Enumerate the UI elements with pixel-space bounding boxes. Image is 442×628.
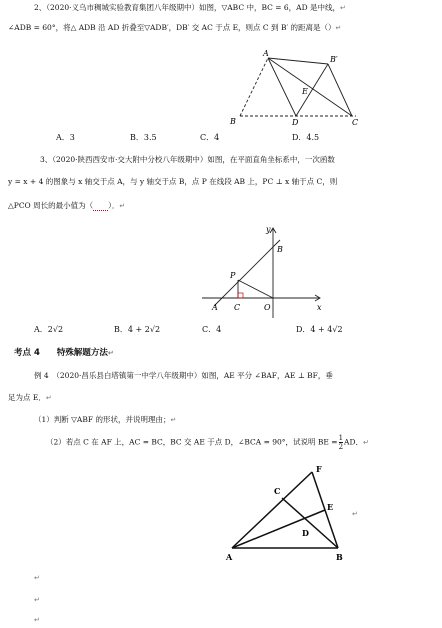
label-c: C bbox=[274, 486, 281, 496]
return-mark-icon: ↵ bbox=[34, 574, 40, 582]
q2-line1: 2、（2020·义乌市稠城实验教育集团八年级期中）如图，▽ABC 中，BC = 6，AD 是中线，↵ bbox=[34, 3, 346, 12]
ex4-part2: （2）若点 C 在 AF 上，AC = BC，BC 交 AE 于点 D，∠BCA = 90°，试说明 BE = $\frac{1}{2}$ AD．↵ bbox=[46, 434, 369, 451]
label-f: F bbox=[316, 464, 322, 474]
q3-option-b: B．4 + 2√2 bbox=[114, 325, 161, 334]
label-c: C bbox=[352, 118, 359, 127]
label-a: A bbox=[226, 552, 233, 562]
ex4-part1: （1）判断 ▽ABF 的形状，并说明理由；↵ bbox=[34, 415, 177, 424]
label-p: P bbox=[230, 271, 236, 280]
segment-ad bbox=[268, 58, 296, 116]
q2-option-d: D．4.5 bbox=[292, 133, 320, 142]
return-mark-icon: ↵ bbox=[352, 510, 358, 518]
q2-option-a: A．3 bbox=[56, 133, 75, 142]
q3-line3: △PCO 周长的最小值为（ ）．↵ bbox=[8, 201, 126, 210]
label-x: x bbox=[317, 303, 322, 312]
segment-af bbox=[232, 472, 312, 548]
ex4-line2: 足为点 E．↵ bbox=[8, 393, 52, 402]
label-b: B bbox=[230, 117, 236, 126]
right-angle-mark bbox=[238, 293, 243, 298]
q3-line2: y = x + 4 的图象与 x 轴交于点 A，与 y 轴交于点 B，点 P 在线段 AB 上，PC ⊥ x 轴于点 C，则 bbox=[8, 177, 338, 186]
q2-option-c: C．4 bbox=[200, 133, 220, 142]
segment-ab bbox=[240, 58, 268, 116]
label-a: A bbox=[263, 49, 269, 58]
segment-ae bbox=[232, 510, 325, 548]
ex4-figure bbox=[224, 460, 354, 564]
label-o: O bbox=[264, 303, 271, 312]
q3-option-c: C．4 bbox=[202, 325, 222, 334]
q3-figure bbox=[200, 222, 330, 320]
label-e: E bbox=[302, 87, 308, 96]
segment-db-prime bbox=[296, 64, 328, 116]
label-b-prime: B′ bbox=[330, 55, 338, 64]
return-mark-icon: ↵ bbox=[339, 4, 346, 12]
q3-line1: 3、（2020·陕西西安市·交大附中分校八年级期中）如图，在平面直角坐标系中，一次函数 bbox=[40, 155, 335, 164]
segment-ac bbox=[268, 58, 352, 116]
label-e: E bbox=[327, 502, 334, 512]
label-c: C bbox=[234, 303, 241, 312]
label-b: B bbox=[277, 245, 283, 254]
ex4-line1: 例 4 （2020·昌乐县白塔镇第一中学八年级期中）如图，AE 平分 ∠BAF，AE ⊥ BF，垂 bbox=[34, 371, 333, 380]
segment-ab-prime bbox=[268, 58, 328, 64]
label-y: y bbox=[266, 225, 271, 234]
label-a: A bbox=[212, 303, 218, 312]
q3-option-d: D．4 + 4√2 bbox=[296, 325, 343, 334]
label-d: D bbox=[302, 528, 309, 538]
label-d: D bbox=[292, 118, 299, 127]
q3-option-a: A．2√2 bbox=[34, 325, 64, 334]
q2-figure bbox=[228, 46, 368, 128]
section-title: 考点 4 特殊解题方法↵ bbox=[14, 348, 114, 358]
label-b: B bbox=[336, 552, 343, 562]
q2-line2: ∠ADB = 60°，将△ ADB 沿 AD 折叠至▽ADB′，DB′ 交 AC 于点 E，则点 C 到 B′ 的距离是（）↵ bbox=[8, 23, 342, 32]
fraction-half: $\frac{1}{2}$ bbox=[338, 434, 344, 451]
q2-option-b: B．3.5 bbox=[130, 133, 157, 142]
return-mark-icon: ↵ bbox=[34, 616, 40, 624]
return-mark-icon: ↵ bbox=[34, 596, 40, 604]
